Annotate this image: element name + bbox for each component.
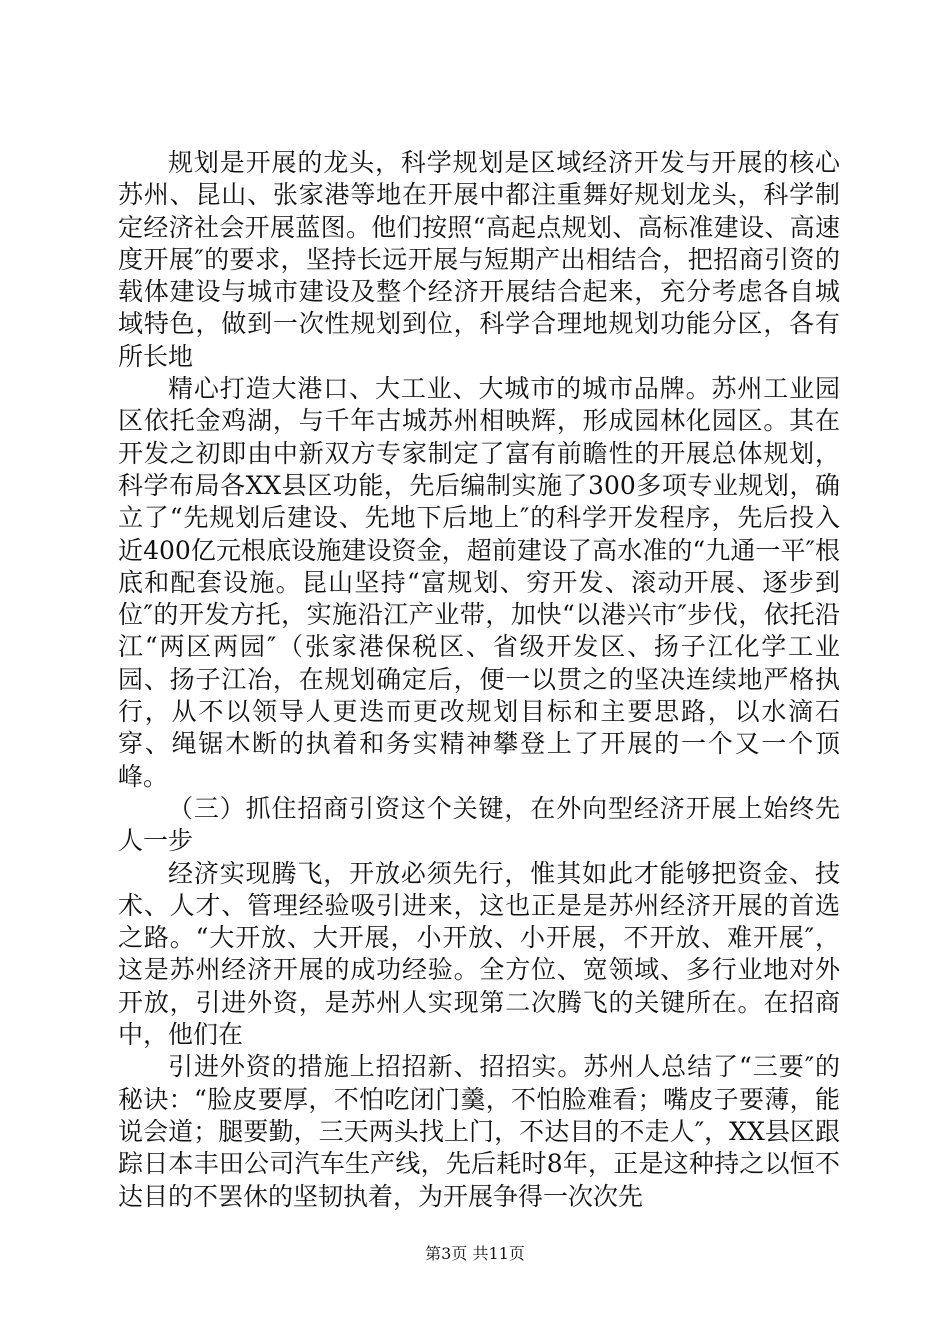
- paragraph-planning: 规划是开展的龙头，科学规划是区域经济开发与开展的核心苏州、昆山、张家港等地在开展中都注重舞好规划龙头，科学制定经济社会开展蓝图。他们按照“高起点规划、高标准建设、高速度开展″的要求，坚持长远开展与短期产出相结合，把招商引资的载体建设与城市建设及整个经济开展结合起来，充分考虑各自城域特色，做到一次性规划到位，科学合理地规划功能分区，各有所长地: [118, 148, 840, 371]
- paragraph-foreign-investment: 引进外资的措施上招招新、招招实。苏州人总结了“三要″的秘诀：“脸皮要厚，不怕吃闭门羹，不怕脸难看；嘴皮子要薄，能说会道；腿要勤，三天两头找上门，不达目的不走人″，XX县区跟踪日本丰田公司汽车生产线，先后耗时8年，正是这种持之以恒不达目的不罢休的坚韧执着，为开展争得一次次先: [118, 1052, 840, 1211]
- paragraph-opening-up: 经济实现腾飞，开放必须先行，惟其如此才能够把资金、技术、人才、管理经验吸引进来，这也正是是苏州经济开展的首选之路。“大开放、大开展，小开放、小开展，不开放、难开展″，这是苏州经济开展的成功经验。全方位、宽领域、多行业地对外开放，引进外资，是苏州人实现第二次腾飞的关键所在。在招商中，他们在: [118, 858, 840, 1050]
- document-body: [118, 147, 840, 1213]
- page-number-footer: 第3页 共11页: [425, 1244, 525, 1263]
- paragraph-city-brand: 精心打造大港口、大工业、大城市的城市品牌。苏州工业园区依托金鸡湖，与千年古城苏州相映辉，形成园林化园区。其在开发之初即由中新双方专家制定了富有前瞻性的开展总体规划，科学布局各XX县区功能，先后编制实施了300多项专业规划，确立了“先规划后建设、先地下后地上″的科学开发程序，先后投入近400亿元根底设施建设资金，超前建设了高水准的“九通一平″根底和配套设施。昆山坚持“富规划、穷开发、滚动开展、逐步到位″的开发方托，实施沿江产业带，加快“以港兴市″步伐，依托沿江“两区两园″（张家港保税区、省级开发区、扬子江化学工业园、扬子江冶，在规划确定后，便一以贯之的坚决连续地严格执行，从不以领导人更迭而更改规划目标和主要思路，以水滴石穿、绳锯木断的执着和务实精神攀登上了开展的一个又一个顶峰。: [118, 374, 840, 791]
- section-heading-investment: （三）抓住招商引资这个关键，在外向型经济开展上始终先人一步: [118, 793, 840, 856]
